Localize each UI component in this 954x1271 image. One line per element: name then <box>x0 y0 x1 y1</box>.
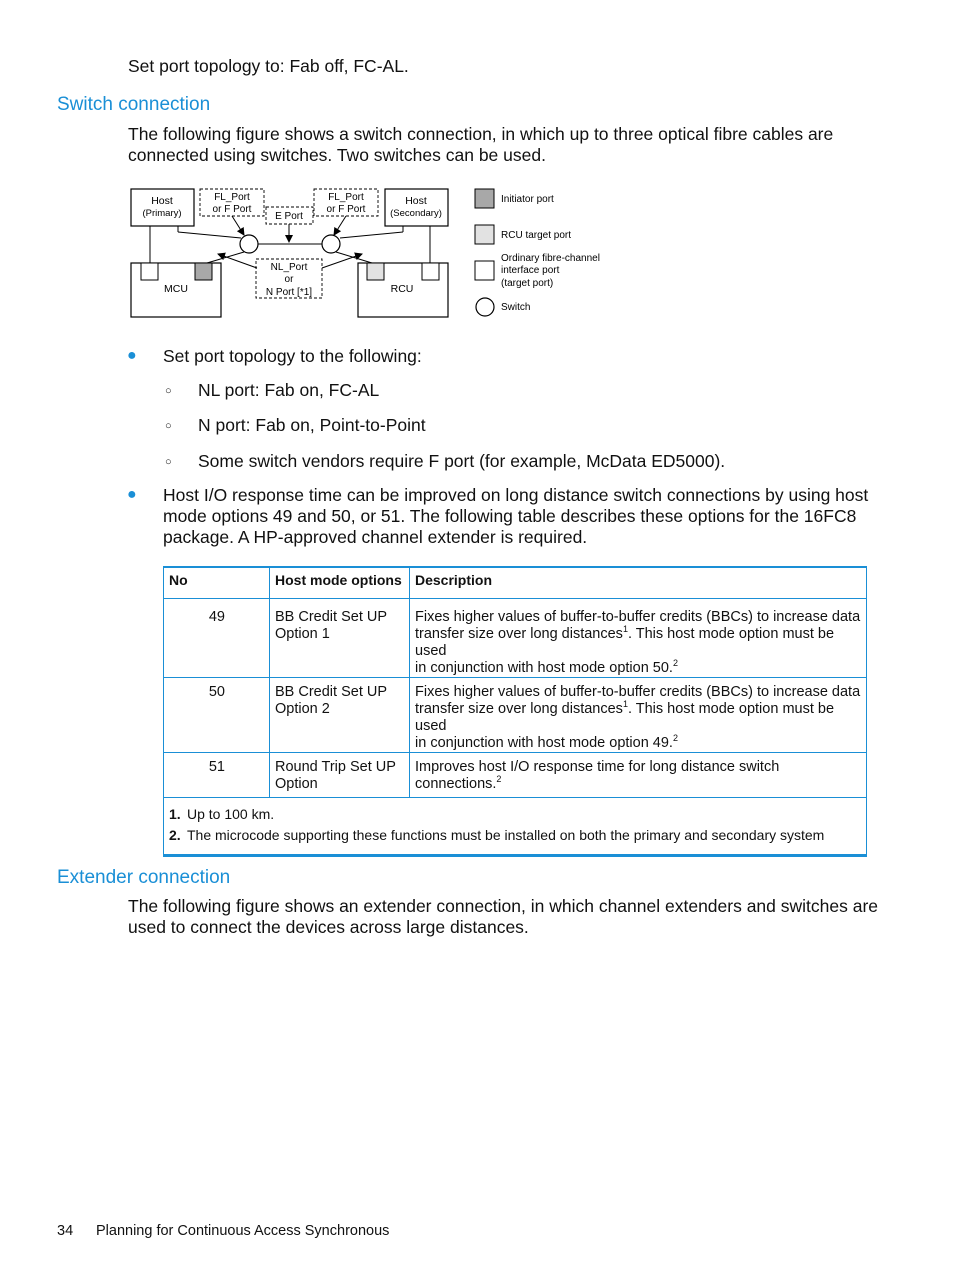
header-no: No <box>164 567 270 599</box>
mcu-label: MCU <box>164 283 188 295</box>
host-secondary-sublabel: (Secondary) <box>390 208 442 219</box>
cell-description: Fixes higher values of buffer-to-buffer credits (BBCs) to increase data transfer size over long distances$^1$. This host mode option must be used in conjunction with host mode option 49.$^2$ <box>410 678 867 753</box>
footer-title: Planning for Continuous Access Synchronous <box>96 1223 390 1239</box>
sub-bullet-icon: ○ <box>165 420 172 432</box>
sub-bullet-icon: ○ <box>165 456 172 468</box>
header-host-mode-options: Host mode options <box>270 567 410 599</box>
fl-port-left-label: FL_Port <box>214 192 250 203</box>
sub-bullet3-text: Some switch vendors require F port (for example, McData ED5000). <box>198 451 726 471</box>
cell-no: 49 <box>164 599 270 678</box>
legend-rcu-target-swatch <box>475 225 494 244</box>
legend-switch-icon <box>476 298 494 316</box>
intro-text: Set port topology to: Fab off, FC-AL. <box>128 56 409 76</box>
header-description: Description <box>410 567 867 599</box>
nl-port-label: NL_Port <box>270 262 308 273</box>
section-heading-extender-connection: Extender connection <box>57 867 231 888</box>
mcu-initiator-port <box>195 263 212 280</box>
legend-rcu-target-label: RCU target port <box>501 230 572 241</box>
legend-ordinary-sublabel2: (target port) <box>501 278 554 289</box>
e-port-label: E Port <box>275 211 303 222</box>
host-secondary-label: Host <box>405 195 427 207</box>
switch-right-icon <box>322 235 340 253</box>
section2-paragraph-line2: used to connect the devices across large distances. <box>128 917 529 937</box>
section1-paragraph-line2: connected using switches. Two switches can be used. <box>128 145 546 165</box>
host-mode-options-table <box>163 566 867 857</box>
sub-bullet2-text: N port: Fab on, Point-to-Point <box>198 415 426 435</box>
bullet2-text-line3: package. A HP-approved channel extender is required. <box>163 527 588 547</box>
cell-description: Improves host I/O response time for long distance switch connections.$^2$ <box>410 753 867 798</box>
host-primary-sublabel: (Primary) <box>142 208 182 219</box>
cell-no: 50 <box>164 678 270 753</box>
legend-initiator-label: Initiator port <box>501 194 554 205</box>
nl-port-sublabel: N Port [*1] <box>265 287 313 298</box>
sub-bullet-icon: ○ <box>165 385 172 397</box>
table-footnotes-row <box>164 798 867 856</box>
bullet2-text-line1: Host I/O response time can be improved on long distance switch connections by using host <box>163 485 869 505</box>
legend-initiator-swatch <box>475 189 494 208</box>
table-row <box>164 599 867 678</box>
cell-no: 51 <box>164 753 270 798</box>
rcu-ordinary-port <box>422 263 439 280</box>
fl-port-left-sublabel: or F Port <box>212 204 252 215</box>
cell-description: Fixes higher values of buffer-to-buffer credits (BBCs) to increase data transfer size over long distances$^1$. This host mode option must be used in conjunction with host mode option 50.$^2$ <box>410 599 867 678</box>
fl-port-right-label: FL_Port <box>328 192 364 203</box>
legend-switch-label: Switch <box>501 302 531 313</box>
switch-left-icon <box>240 235 258 253</box>
bullet-icon: ● <box>127 347 137 364</box>
cell-option: BB Credit Set UP Option 2 <box>270 678 410 753</box>
legend-ordinary-swatch <box>475 261 494 280</box>
cell-option: Round Trip Set UP Option <box>270 753 410 798</box>
bullet2-text-line2: mode options 49 and 50, or 51. The following table describes these options for the 16FC8 <box>163 506 857 526</box>
switch-connection-figure <box>0 0 954 330</box>
rcu-label: RCU <box>390 283 414 295</box>
nl-port-or: or <box>284 274 294 285</box>
table-row <box>164 753 867 798</box>
footnote-2: 2. The microcode supporting these functions must be installed on both the primary and secondary system <box>169 827 825 843</box>
legend-ordinary-label: Ordinary fibre-channel <box>501 253 600 264</box>
footnote-1: 1. Up to 100 km. <box>169 806 275 822</box>
section1-paragraph-line1: The following figure shows a switch connection, in which up to three optical fibre cables are <box>128 124 834 144</box>
bullet1-text: Set port topology to the following: <box>163 346 422 366</box>
rcu-target-port <box>367 263 384 280</box>
table-row <box>164 678 867 753</box>
table-header-row <box>164 567 867 599</box>
mcu-target-port <box>141 263 158 280</box>
fl-port-right-sublabel: or F Port <box>326 204 366 215</box>
sub-bullet1-text: NL port: Fab on, FC-AL <box>198 380 380 400</box>
section2-paragraph-line1: The following figure shows an extender connection, in which channel extenders and switches are <box>128 896 879 916</box>
page-number: 34 <box>57 1223 74 1239</box>
bullet-icon: ● <box>127 486 137 503</box>
legend-ordinary-sublabel1: interface port <box>501 265 560 276</box>
section-heading-switch-connection: Switch connection <box>57 94 211 115</box>
host-primary-label: Host <box>151 195 173 207</box>
table-footnotes <box>164 798 867 856</box>
cell-option: BB Credit Set UP Option 1 <box>270 599 410 678</box>
